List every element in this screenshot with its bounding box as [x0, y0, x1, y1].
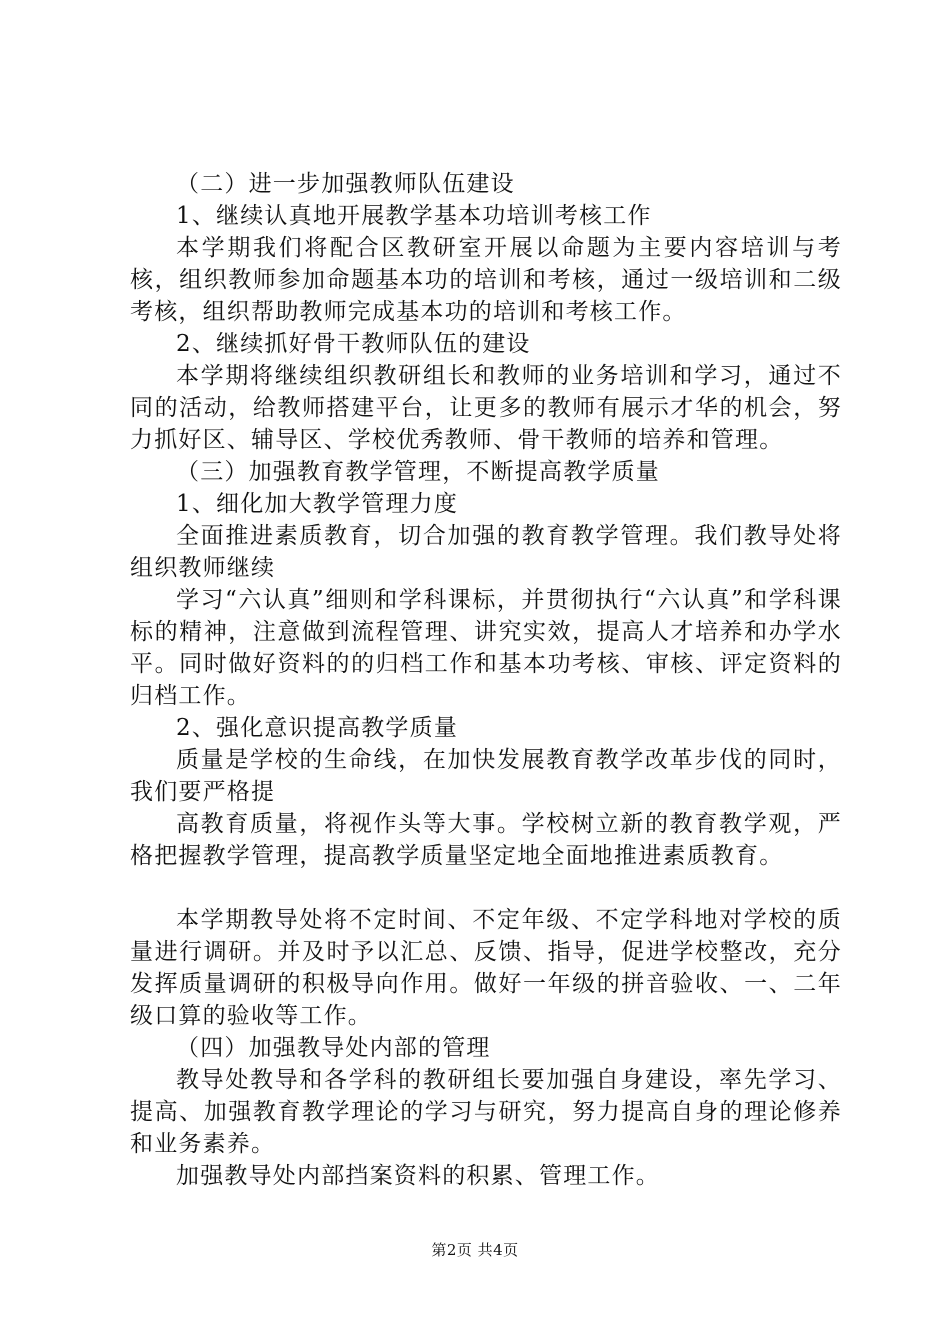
section-heading-2: （二）进一步加强教师队伍建设	[176, 171, 515, 197]
paragraph: 本学期将继续组织教研组长和教师的业务培训和学习，通过不同的活动，给教师搭建平台，让更多的教师有展示才华的机会，努力抓好区、辅导区、学校优秀教师、骨干教师的培养和管理。	[130, 363, 842, 453]
paragraph: 加强教导处内部挡案资料的积累、管理工作。	[176, 1163, 660, 1189]
paragraph: 教导处教导和各学科的教研组长要加强自身建设，率先学习、提高、加强教育教学理论的学习与研究，努力提高自身的理论修养和业务素养。	[130, 1067, 842, 1157]
paragraph: 全面推进素质教育，切合加强的教育教学管理。我们教导处将组织教师继续	[130, 523, 842, 581]
page-number-footer: 第2页 共4页	[431, 1241, 519, 1259]
paragraph: 高教育质量，将视作头等大事。学校树立新的教育教学观，严格把握教学管理，提高教学质量坚定地全面地推进素质教育。	[130, 811, 842, 869]
document-body	[130, 168, 842, 1192]
subheading-2-1: 1、继续认真地开展教学基本功培训考核工作	[176, 203, 652, 229]
subheading-2-2: 2、继续抓好骨干教师队伍的建设	[176, 331, 531, 357]
paragraph: 本学期我们将配合区教研室开展以命题为主要内容培训与考核，组织教师参加命题基本功的培训和考核，通过一级培训和二级考核，组织帮助教师完成基本功的培训和考核工作。	[130, 235, 842, 325]
paragraph: 质量是学校的生命线，在加快发展教育教学改革步伐的同时，我们要严格提	[130, 747, 842, 805]
paragraph: 学习“六认真”细则和学科课标，并贯彻执行“六认真”和学科课标的精神，注意做到流程管理、讲究实效，提高人才培养和办学水平。同时做好资料的的归档工作和基本功考核、审核、评定资料的归档工作。	[130, 587, 842, 709]
section-heading-4: （四）加强教导处内部的管理	[176, 1035, 491, 1061]
section-heading-3: （三）加强教育教学管理，不断提高教学质量	[176, 459, 660, 485]
subheading-3-1: 1、细化加大教学管理力度	[176, 491, 459, 517]
subheading-3-2: 2、强化意识提高教学质量	[176, 715, 459, 741]
paragraph: 本学期教导处将不定时间、不定年级、不定学科地对学校的质量进行调研。并及时予以汇总、反馈、指导，促进学校整改，充分发挥质量调研的积极导向作用。做好一年级的拼音验收、一、二年级口算的验收等工作。	[130, 907, 842, 1029]
